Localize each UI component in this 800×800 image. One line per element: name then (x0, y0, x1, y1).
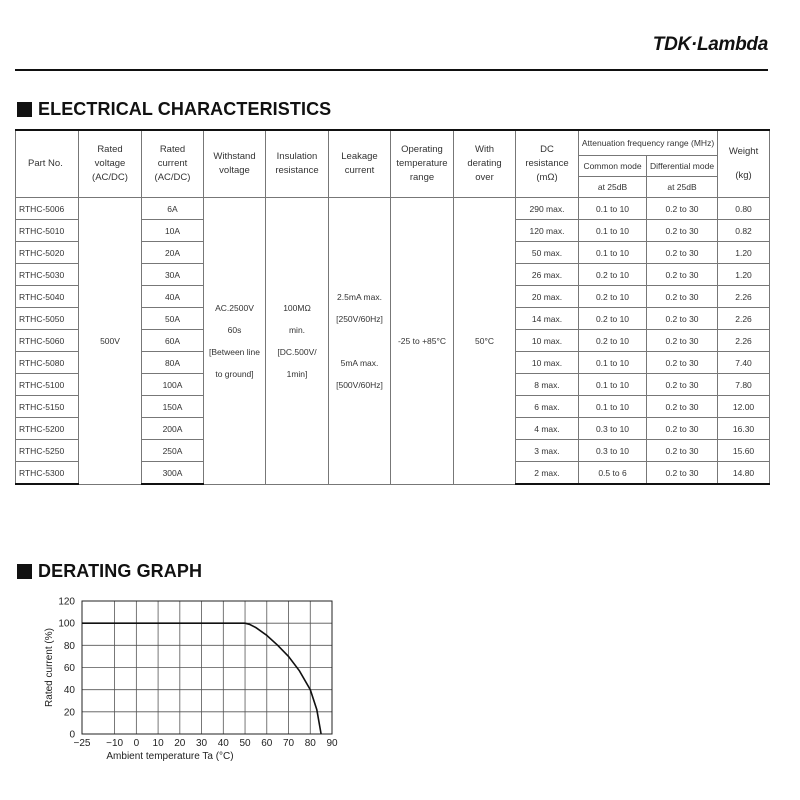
cell-dc-resistance: 3 max. (516, 440, 579, 462)
cell-part-no: RTHC-5040 (16, 286, 79, 308)
cell-weight: 0.80 (718, 198, 770, 220)
electrical-characteristics-table (15, 129, 770, 485)
header-rule (15, 69, 768, 71)
header-leakage-current: Leakage current (329, 130, 391, 198)
cell-differential-mode: 0.2 to 30 (647, 396, 718, 418)
cell-insulation-resistance: 100MΩ min. [DC.500V/ 1min] (266, 198, 329, 485)
cell-common-mode: 0.2 to 10 (579, 330, 647, 352)
cell-dc-resistance: 2 max. (516, 462, 579, 485)
cell-part-no: RTHC-5250 (16, 440, 79, 462)
cell-operating-temperature: -25 to +85°C (391, 198, 454, 485)
y-tick-label: 120 (58, 596, 75, 608)
cell-rated-current: 250A (142, 440, 204, 462)
cell-differential-mode: 0.2 to 30 (647, 264, 718, 286)
cell-differential-mode: 0.2 to 30 (647, 242, 718, 264)
header-differential-mode: Differential mode (647, 156, 718, 177)
x-tick-label: 90 (326, 738, 338, 749)
section-square-icon (17, 102, 32, 117)
cell-common-mode: 0.3 to 10 (579, 418, 647, 440)
x-tick-label: −10 (106, 738, 124, 749)
cell-dc-resistance: 10 max. (516, 330, 579, 352)
cell-dc-resistance: 8 max. (516, 374, 579, 396)
header-operating-temperature: Operating temperature range (391, 130, 454, 198)
cell-common-mode: 0.3 to 10 (579, 440, 647, 462)
cell-weight: 14.80 (718, 462, 770, 485)
x-tick-label: 60 (261, 738, 273, 749)
cell-weight: 7.40 (718, 352, 770, 374)
cell-part-no: RTHC-5060 (16, 330, 79, 352)
cell-rated-current: 60A (142, 330, 204, 352)
section-square-icon (17, 564, 32, 579)
cell-weight: 12.00 (718, 396, 770, 418)
cell-common-mode: 0.1 to 10 (579, 374, 647, 396)
cell-rated-current: 100A (142, 374, 204, 396)
x-tick-label: 0 (133, 738, 140, 749)
x-tick-label: 20 (174, 738, 186, 749)
cell-differential-mode: 0.2 to 30 (647, 352, 718, 374)
header-differential-at-25db: at 25dB (647, 177, 718, 198)
y-axis-label: Rated current (%) (44, 628, 55, 707)
cell-differential-mode: 0.2 to 30 (647, 374, 718, 396)
cell-common-mode: 0.5 to 6 (579, 462, 647, 485)
cell-common-mode: 0.2 to 10 (579, 308, 647, 330)
cell-differential-mode: 0.2 to 30 (647, 286, 718, 308)
cell-weight: 15.60 (718, 440, 770, 462)
cell-common-mode: 0.1 to 10 (579, 242, 647, 264)
cell-dc-resistance: 14 max. (516, 308, 579, 330)
cell-part-no: RTHC-5010 (16, 220, 79, 242)
cell-part-no: RTHC-5150 (16, 396, 79, 418)
x-tick-label: −25 (73, 738, 91, 749)
cell-with-derating: 50°C (454, 198, 516, 485)
cell-dc-resistance: 20 max. (516, 286, 579, 308)
header-attenuation: Attenuation frequency range (MHz) (579, 130, 718, 156)
cell-leakage-current: 2.5mA max. [250V/60Hz] 5mA max. [500V/60Hz] (329, 198, 391, 485)
cell-weight: 1.20 (718, 264, 770, 286)
cell-differential-mode: 0.2 to 30 (647, 418, 718, 440)
x-tick-label: 10 (152, 738, 164, 749)
y-tick-label: 80 (63, 640, 75, 652)
cell-dc-resistance: 10 max. (516, 352, 579, 374)
y-tick-label: 40 (63, 685, 75, 697)
header-rated-voltage: Rated voltage (AC/DC) (79, 130, 142, 198)
cell-weight: 1.20 (718, 242, 770, 264)
cell-common-mode: 0.1 to 10 (579, 352, 647, 374)
cell-dc-resistance: 6 max. (516, 396, 579, 418)
section-title-text: ELECTRICAL CHARACTERISTICS (38, 99, 332, 119)
cell-rated-current: 300A (142, 462, 204, 485)
cell-common-mode: 0.1 to 10 (579, 220, 647, 242)
cell-part-no: RTHC-5200 (16, 418, 79, 440)
cell-differential-mode: 0.2 to 30 (647, 440, 718, 462)
cell-rated-current: 50A (142, 308, 204, 330)
cell-part-no: RTHC-5300 (16, 462, 79, 485)
cell-part-no: RTHC-5006 (16, 198, 79, 220)
cell-rated-current: 80A (142, 352, 204, 374)
cell-rated-current: 6A (142, 198, 204, 220)
cell-common-mode: 0.2 to 10 (579, 264, 647, 286)
cell-weight: 2.26 (718, 330, 770, 352)
header-with-derating: With derating over (454, 130, 516, 198)
header-rated-current: Rated current (AC/DC) (142, 130, 204, 198)
section-title-text: DERATING GRAPH (38, 561, 203, 581)
cell-rated-current: 150A (142, 396, 204, 418)
table-body (16, 198, 770, 485)
x-tick-label: 50 (239, 738, 251, 749)
derating-graph-title (17, 561, 202, 582)
cell-differential-mode: 0.2 to 30 (647, 198, 718, 220)
header-part-no: Part No. (16, 130, 79, 198)
cell-rated-current: 20A (142, 242, 204, 264)
y-tick-label: 60 (63, 663, 75, 674)
header-dc-resistance: DC resistance (mΩ) (516, 130, 579, 198)
cell-part-no: RTHC-5080 (16, 352, 79, 374)
table-row (16, 198, 770, 220)
cell-common-mode: 0.2 to 10 (579, 286, 647, 308)
x-axis-label: Ambient temperature Ta (°C) (106, 751, 234, 762)
cell-common-mode: 0.1 to 10 (579, 396, 647, 418)
electrical-characteristics-title (17, 99, 331, 120)
cell-dc-resistance: 120 max. (516, 220, 579, 242)
cell-dc-resistance: 4 max. (516, 418, 579, 440)
cell-dc-resistance: 50 max. (516, 242, 579, 264)
header-insulation-resistance: Insulation resistance (266, 130, 329, 198)
cell-rated-current: 40A (142, 286, 204, 308)
y-tick-label: 20 (63, 707, 75, 719)
x-tick-label: 70 (282, 738, 295, 749)
cell-weight: 16.30 (718, 418, 770, 440)
cell-rated-voltage: 500V (79, 198, 142, 485)
cell-differential-mode: 0.2 to 30 (647, 330, 718, 352)
cell-differential-mode: 0.2 to 30 (647, 308, 718, 330)
header-weight: Weight (kg) (718, 130, 770, 198)
cell-weight: 2.26 (718, 308, 770, 330)
x-tick-label: 40 (217, 738, 229, 749)
cell-differential-mode: 0.2 to 30 (647, 220, 718, 242)
cell-common-mode: 0.1 to 10 (579, 198, 647, 220)
x-tick-label: 80 (304, 738, 316, 749)
x-tick-label: 30 (196, 738, 208, 749)
cell-rated-current: 200A (142, 418, 204, 440)
tdk-lambda-logo: TDK·Lambda (652, 34, 768, 55)
header-common-mode: Common mode (579, 156, 647, 177)
cell-rated-current: 10A (142, 220, 204, 242)
cell-part-no: RTHC-5100 (16, 374, 79, 396)
cell-dc-resistance: 290 max. (516, 198, 579, 220)
header-common-at-25db: at 25dB (579, 177, 647, 198)
cell-part-no: RTHC-5050 (16, 308, 79, 330)
cell-part-no: RTHC-5030 (16, 264, 79, 286)
cell-withstand-voltage: AC.2500V 60s [Between line to ground] (204, 198, 266, 485)
y-tick-label: 100 (58, 618, 75, 630)
cell-rated-current: 30A (142, 264, 204, 286)
cell-weight: 2.26 (718, 286, 770, 308)
header-withstand-voltage: Withstand voltage (204, 130, 266, 198)
cell-part-no: RTHC-5020 (16, 242, 79, 264)
derating-chart (0, 580, 360, 780)
cell-dc-resistance: 26 max. (516, 264, 579, 286)
cell-weight: 0.82 (718, 220, 770, 242)
cell-differential-mode: 0.2 to 30 (647, 462, 718, 485)
cell-weight: 7.80 (718, 374, 770, 396)
y-tick-label: 0 (69, 729, 75, 741)
